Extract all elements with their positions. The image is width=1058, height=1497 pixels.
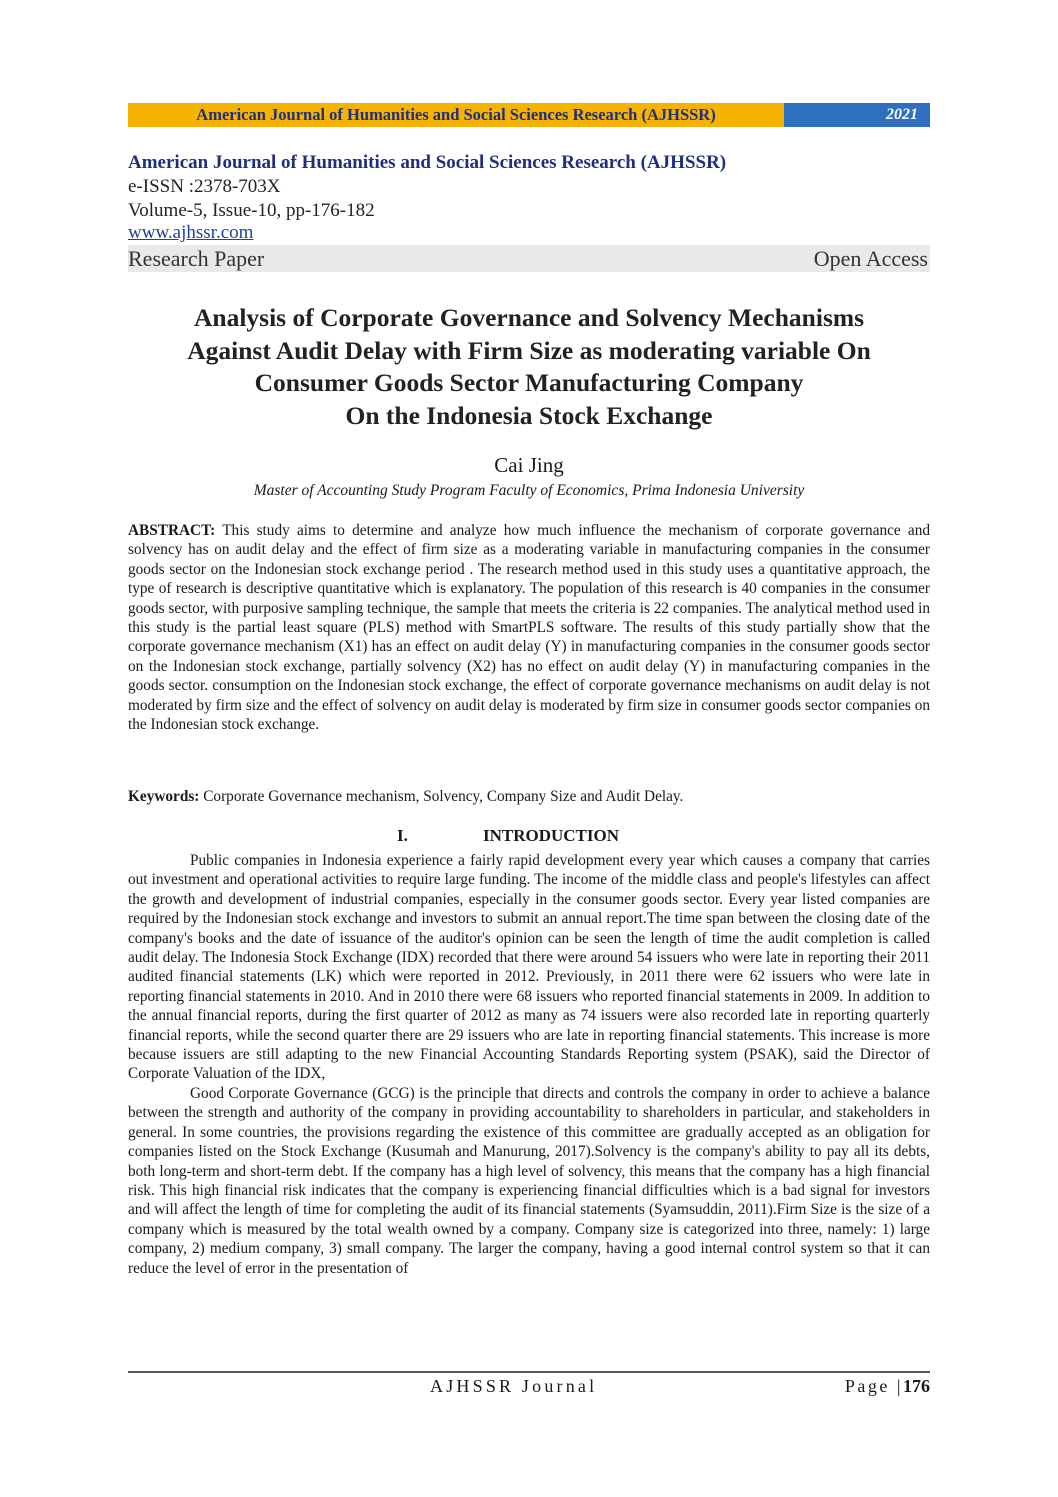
- journal-info: [128, 151, 930, 272]
- journal-website-link[interactable]: www.ajhssr.com: [128, 222, 254, 243]
- journal-volume: Volume-5, Issue-10, pp-176-182: [128, 200, 375, 221]
- paper-type: Research Paper: [128, 245, 265, 271]
- footer-page-number: 176: [903, 1376, 930, 1396]
- running-header: [128, 103, 930, 127]
- keywords-label: Keywords:: [128, 788, 200, 805]
- running-header-journal: American Journal of Humanities and Social Sciences Research (AJHSSR): [128, 103, 784, 127]
- keywords: [128, 787, 930, 806]
- paper-title: [128, 302, 930, 432]
- section-number: I.: [397, 826, 408, 845]
- paper-title-line: On the Indonesia Stock Exchange: [345, 400, 713, 430]
- author-name: Cai Jing: [494, 453, 564, 477]
- section-body: [128, 851, 930, 1278]
- footer-page: [845, 1376, 930, 1397]
- paper-title-line: Analysis of Corporate Governance and Solvency Mechanisms: [193, 303, 865, 332]
- body-paragraph: Public companies in Indonesia experience a fairly rapid development every year which causes a company that carries out investment and operational activities to require large funding. The income of the middle class and people's lifestyles can affect the growth and development of industrial companies, especially in the consumer goods sector. Every year listed companies are required by the Indonesian stock exchange and investors to submit an annual report.The time span between the closing date of the company's books and the date of issuance of the auditor's opinion can be seen the length of time the audit completion is called audit delay. The Indonesia Stock Exchange (IDX) recorded that there were around 54 issuers who were late in reporting their 2011 audited financial statements (LK) which were reported in 2012. Previously, in 2011 there were 62 issuers who were late in reporting financial statements in 2010. And in 2010 there were 68 issuers who reported financial statements in 2009. In addition to the annual financial reports, during the first quarter of 2012 as many as 74 issuers were also recorded late in reporting quarterly financial reports, while the second quarter there are 29 issuers who are late in reporting financial statements. This increase is more because issuers are still adapting to the new Financial Accounting Standards Reporting system (PSAK), said the Director of Corporate Valuation of the IDX,: [128, 852, 930, 1083]
- keywords-text: Corporate Governance mechanism, Solvency, Company Size and Audit Delay.: [203, 788, 684, 805]
- footer-journal: AJHSSR Journal: [430, 1376, 598, 1396]
- running-header-year: 2021: [784, 103, 930, 127]
- section-title: INTRODUCTION: [483, 826, 620, 845]
- footer-page-label: Page |: [844, 1376, 903, 1396]
- page-footer: [128, 1371, 930, 1397]
- abstract-text: This study aims to determine and analyze how much influence the mechanism of corporate governance and solvency has on audit delay and the effect of firm size as a moderating variable in manufacturing companies in the consumer goods sector on the Indonesian stock exchange period . The research method used in this study uses a quantitative approach, the type of research is descriptive quantitative which is explanatory. The population of this research is 40 companies in the consumer goods sector, with purposive sampling technique, the sample that meets the criteria is 22 companies. The analytical method used in this study is the partial least square (PLS) method with SmartPLS software. The results of this study partially show that the corporate governance mechanism (X1) has an effect on audit delay (Y) in manufacturing companies in the consumer goods sector on the Indonesian stock exchange, partially solvency (X2) has no effect on audit delay (Y) in manufacturing companies in the goods sector. consumption on the Indonesian stock exchange, the effect of corporate governance mechanisms on audit delay is not moderated by firm size and the effect of solvency on audit delay is moderated by firm size in consumer goods sector companies on the Indonesian stock exchange.: [128, 522, 930, 734]
- paper-type-bar: [128, 245, 930, 272]
- paper-title-line: Consumer Goods Sector Manufacturing Company: [254, 368, 804, 397]
- abstract: [128, 521, 930, 734]
- journal-issn: e-ISSN :2378-703X: [128, 176, 281, 197]
- journal-name: American Journal of Humanities and Social Sciences Research (AJHSSR): [128, 152, 727, 173]
- body-paragraph: Good Corporate Governance (GCG) is the principle that directs and controls the company in order to achieve a balance between the strength and authority of the company in providing accountability to shareholders in particular, and stakeholders in general. In some countries, the provisions regarding the existence of this committee are gradually accepted as an obligation for companies listed on the Stock Exchange (Kusumah and Manurung, 2017).Solvency is the company's ability to pay all its debts, both long-term and short-term debt. If the company has a high level of solvency, this means that the company has a high financial risk. This high financial risk indicates that the company is experiencing financial difficulties which is a bad signal for investors and will affect the length of time for completing the audit of its financial statements (Syamsuddin, 2011).Firm Size is the size of a company which is measured by the total wealth owned by a company. Company size is categorized into three, namely: 1) large company, 2) medium company, 3) small company. The larger the company, having a good internal control system so that it can reduce the level of error in the presentation of: [128, 1084, 930, 1277]
- access-type: Open Access: [813, 245, 928, 271]
- paper-title-line: Against Audit Delay with Firm Size as moderating variable On: [187, 335, 871, 365]
- abstract-label: ABSTRACT:: [128, 522, 216, 539]
- author-affiliation: Master of Accounting Study Program Faculty of Economics, Prima Indonesia University: [253, 482, 805, 499]
